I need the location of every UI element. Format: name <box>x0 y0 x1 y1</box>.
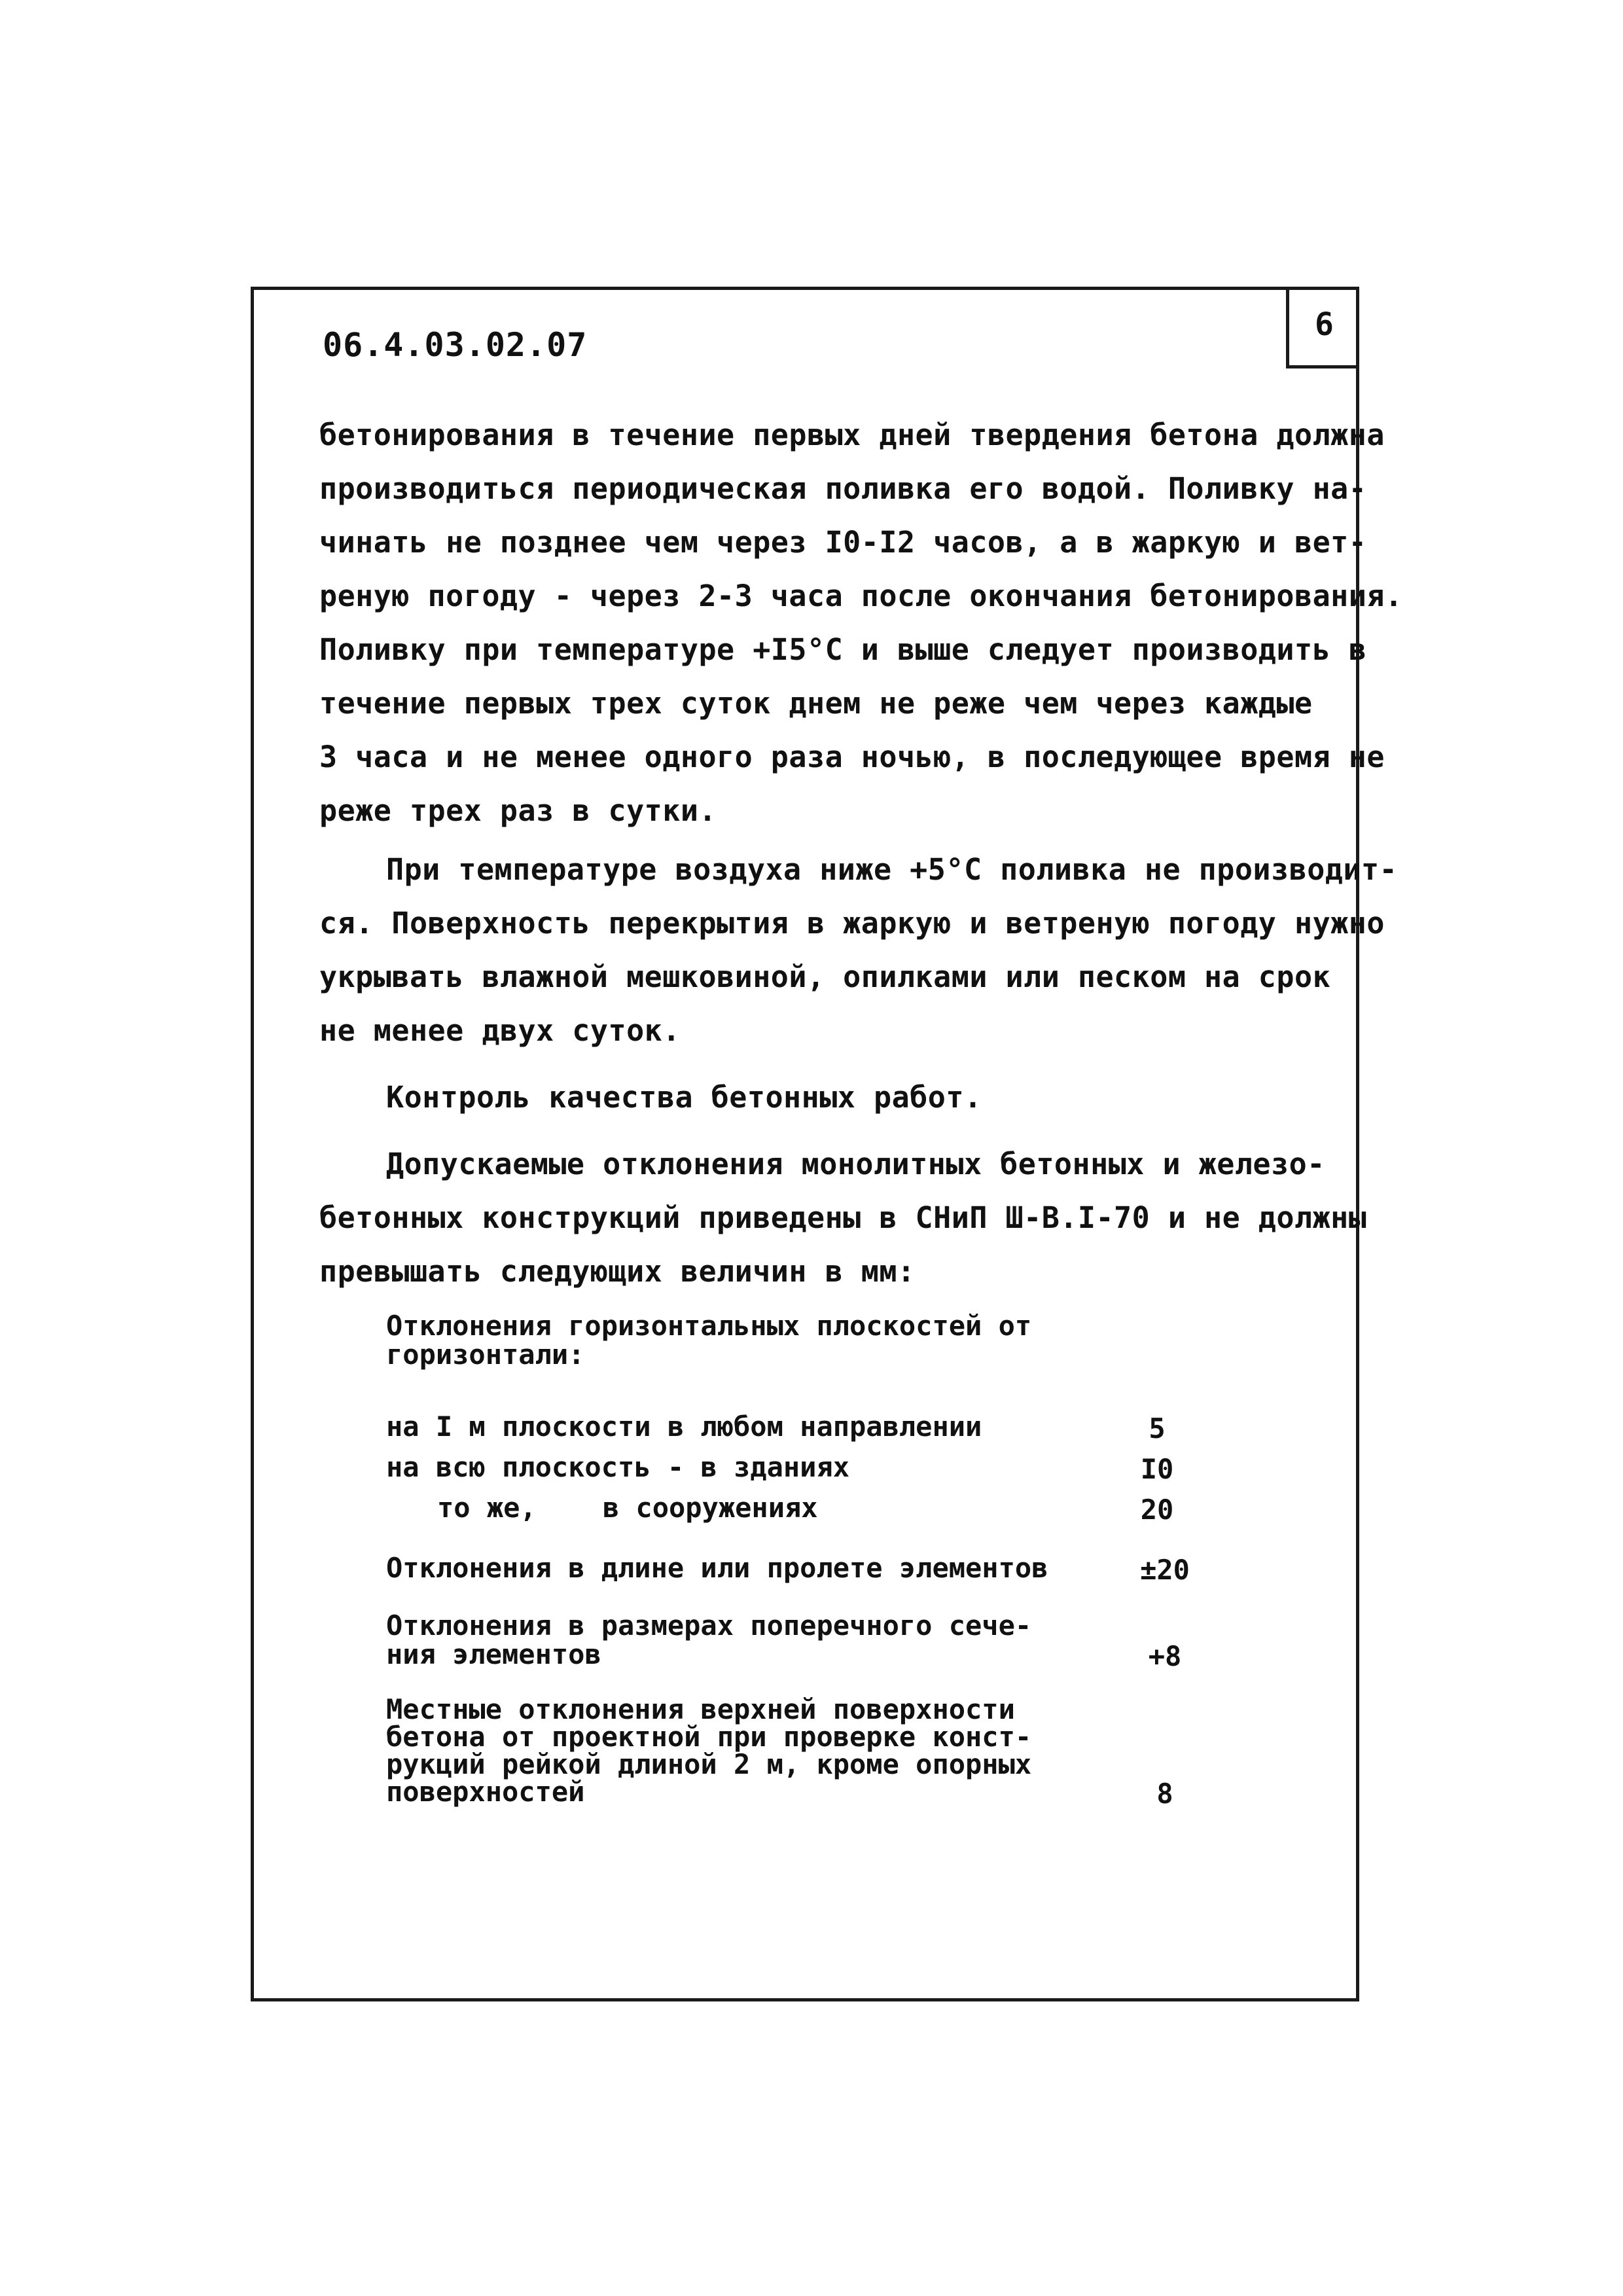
document-code: 06.4.03.02.07 <box>323 326 588 364</box>
paragraph-line: производиться периодическая поливка его водой. Поливку на- <box>319 471 1367 506</box>
tolerance-label: рукций рейкой длиной 2 м, кроме опорных <box>386 1748 1032 1780</box>
tolerance-group-title: горизонтали: <box>386 1338 585 1371</box>
tolerance-value: 5 <box>1149 1412 1166 1444</box>
tolerance-label: Отклонения в длине или пролете элементов <box>386 1552 1048 1584</box>
paragraph-line: Поливку при температуре +I5°C и выше следует производить в <box>319 632 1367 667</box>
paragraph-line: При температуре воздуха ниже +5°C поливка не производит- <box>386 852 1398 887</box>
tolerance-label: ния элементов <box>386 1638 601 1670</box>
tolerance-value: 8 <box>1156 1778 1173 1810</box>
paragraph-line: течение первых трех суток днем не реже чем через каждые <box>319 686 1313 721</box>
tolerance-label: то же, в сооружениях <box>437 1492 818 1524</box>
tolerance-label: Местные отклонения верхней поверхности <box>386 1693 1015 1725</box>
page-number: 6 <box>1315 306 1334 343</box>
paragraph-line: превышать следующих величин в мм: <box>319 1254 916 1289</box>
tolerance-label: на I м плоскости в любом направлении <box>386 1410 982 1443</box>
paragraph-line: ся. Поверхность перекрытия в жаркую и ветреную погоду нужно <box>319 906 1385 941</box>
tolerance-label: Отклонения в размерах поперечного сече- <box>386 1609 1032 1641</box>
paragraph-line: укрывать влажной мешковиной, опилками или песком на срок <box>319 960 1331 994</box>
tolerance-value: ±20 <box>1140 1554 1190 1586</box>
paragraph-line: реже трех раз в сутки. <box>319 793 717 828</box>
paragraph-line: 3 часа и не менее одного раза ночью, в последующее время не <box>319 740 1385 774</box>
tolerance-group-title: Отклонения горизонтальных плоскостей от <box>386 1310 1032 1342</box>
paragraph-line: реную погоду - через 2-3 часа после окончания бетонирования. <box>319 579 1403 613</box>
tolerance-value: 20 <box>1140 1494 1174 1526</box>
paragraph-line: чинать не позднее чем через I0-I2 часов, а в жаркую и вет- <box>319 525 1367 560</box>
page-number-box <box>1286 287 1359 368</box>
tolerance-label: бетона от проектной при проверке конст- <box>386 1721 1032 1753</box>
section-heading: Контроль качества бетонных работ. <box>386 1080 982 1115</box>
tolerance-value: +8 <box>1148 1640 1182 1672</box>
paragraph-line: бетонирования в течение первых дней твердения бетона должна <box>319 418 1385 452</box>
paragraph-line: не менее двух суток. <box>319 1013 681 1048</box>
tolerance-label: на всю плоскость - в зданиях <box>386 1451 850 1483</box>
paragraph-line: Допускаемые отклонения монолитных бетонных и железо- <box>386 1147 1325 1181</box>
paragraph-line: бетонных конструкций приведены в СНиП Ш-В.I-70 и не должны <box>319 1200 1367 1235</box>
tolerance-label: поверхностей <box>386 1776 585 1808</box>
tolerance-value: I0 <box>1140 1453 1174 1485</box>
